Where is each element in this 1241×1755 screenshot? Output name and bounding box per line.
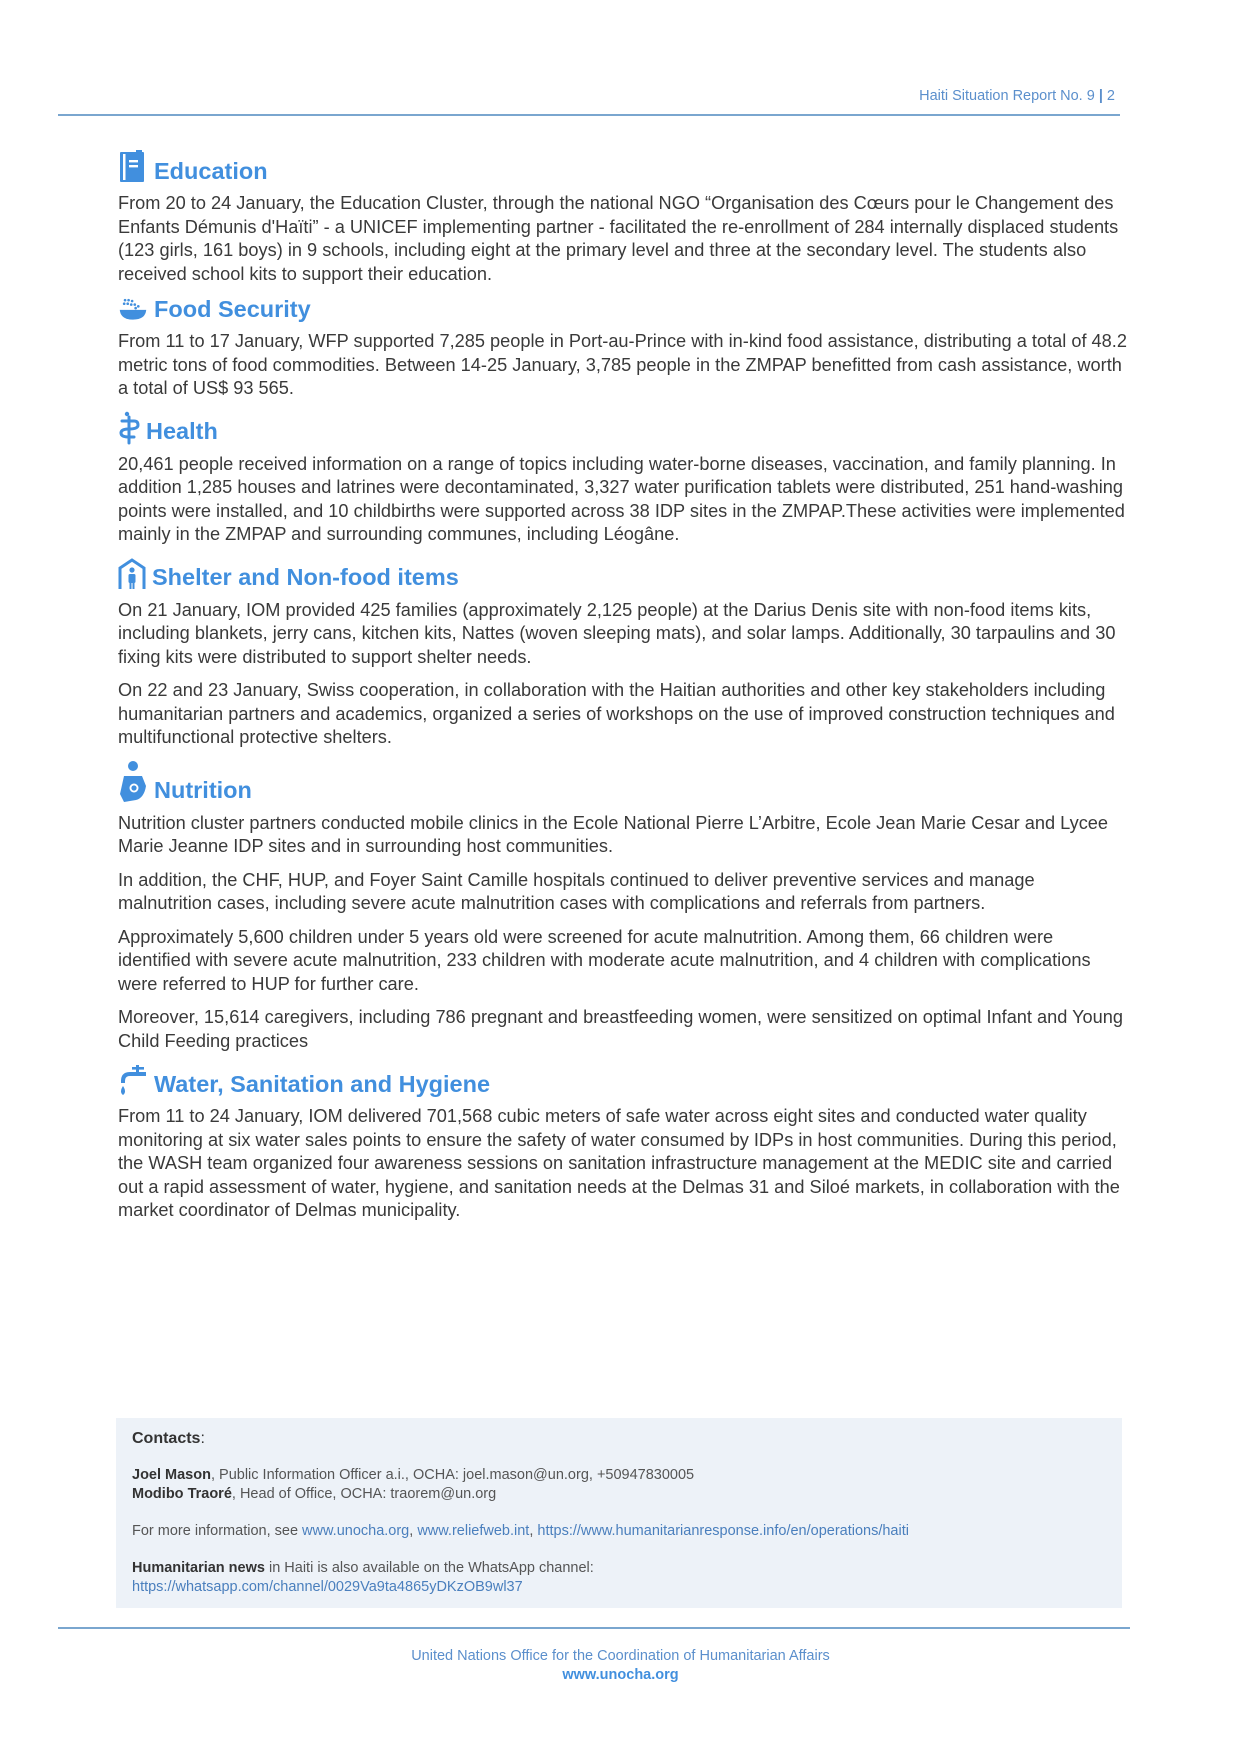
section-health (118, 411, 1128, 547)
education-book-icon (118, 150, 148, 184)
header-separator: | (1098, 88, 1103, 104)
section-title: Shelter and Non-food items (152, 564, 459, 590)
contact-name: Joel Mason (132, 1467, 211, 1483)
section-title: Nutrition (154, 777, 252, 803)
nutrition-breastfeeding-icon (118, 760, 148, 804)
running-header (919, 88, 1115, 104)
report-title: Haiti Situation Report No. 9 (919, 88, 1095, 104)
paragraph: Nutrition cluster partners conducted mobile clinics in the Ecole National Pierre L’Arbitre, Ecole Jean Marie Cesar and Lycee Marie Jeanne IDP sites and in surrounding host communities. (118, 812, 1109, 856)
contact-person (132, 1466, 1106, 1485)
link-reliefweb[interactable]: www.reliefweb.int (417, 1523, 530, 1539)
shelter-person-icon (118, 557, 146, 591)
paragraph: Moreover, 15,614 caregivers, including 786 pregnant and breastfeeding women, were sensitized on optimal Infant and Young Child Feeding practices (118, 1007, 1124, 1051)
contact-person (132, 1485, 1106, 1504)
paragraph: In addition, the CHF, HUP, and Foyer Saint Camille hospitals continued to deliver preventive services and manage malnutrition cases, including severe acute malnutrition cases with complications and referrals from partners. (118, 869, 1035, 913)
footer-rule (58, 1627, 1130, 1629)
contact-details: , Head of Office, OCHA: traorem@un.org (231, 1486, 497, 1502)
contacts-box (116, 1418, 1122, 1608)
link-humanitarianresponse[interactable]: https://www.humanitarianresponse.info/en/operations/haiti (537, 1523, 909, 1539)
section-education (118, 150, 1128, 286)
food-bowl-icon (118, 296, 148, 322)
page-footer (0, 1647, 1241, 1685)
section-food-security (118, 296, 1128, 401)
section-title: Water, Sanitation and Hygiene (154, 1070, 491, 1097)
link-unocha[interactable]: www.unocha.org (302, 1523, 410, 1539)
paragraph: 20,461 people received information on a range of topics including water-borne diseases, vaccination, and family planning. In addition 1,285 houses and latrines were decontaminated, 3,327 water purification tablets were distributed, 251 hand-washing points were installed, and 10 childbirths were supported across 38 IDP sites in the ZMPAP.These activities were implemented mainly in the ZMPAP and surrounding communes, including Léogâne. (118, 453, 1125, 544)
section-title: Health (146, 418, 218, 444)
paragraph: From 11 to 17 January, WFP supported 7,285 people in Port-au-Prince with in-kind food assistance, distributing a total of 48.2 metric tons of food commodities. Between 14-25 January, 3,785 people in the ZMPAP benefitted from cash assistance, worth a total of US$ 93 565. (118, 331, 1127, 398)
footer-url[interactable]: www.unocha.org (562, 1667, 679, 1683)
section-nutrition (118, 760, 1128, 1054)
link-whatsapp-channel[interactable]: https://whatsapp.com/channel/0029Va9ta4865yDKzOB9wl37 (132, 1579, 523, 1595)
page-number: 2 (1106, 88, 1115, 104)
section-wash (118, 1063, 1128, 1223)
section-title: Education (154, 157, 268, 184)
more-info-line: For more information, see www.unocha.org, www.reliefweb.int, https://www.humanitarianresponse.info/en/operations/haiti (132, 1523, 909, 1539)
health-caduceus-icon (118, 411, 140, 445)
paragraph: On 22 and 23 January, Swiss cooperation, in collaboration with the Haitian authorities and other key stakeholders including humanitarian partners and academics, organized a series of workshops on the use of improved construction techniques and multifunctional protective shelters. (118, 680, 1115, 747)
news-line: Humanitarian news in Haiti is also available on the WhatsApp channel: (132, 1560, 594, 1576)
water-tap-icon (118, 1063, 148, 1097)
footer-org: United Nations Office for the Coordination of Humanitarian Affairs (411, 1648, 830, 1664)
contact-details: , Public Information Officer a.i., OCHA: joel.mason@un.org, +50947830005 (210, 1467, 695, 1483)
paragraph: Approximately 5,600 children under 5 years old were screened for acute malnutrition. Among them, 66 children were identified with severe acute malnutrition, 233 children with moderate acute malnutrition, and 4 children with complications were referred to HUP for further care. (118, 926, 1091, 994)
paragraph: From 20 to 24 January, the Education Cluster, through the national NGO “Organisation des Cœurs pour le Changement des Enfants Démunis d'Haïti” - a UNICEF implementing partner - facilitated the re-enrollment of 284 internally displaced students (123 girls, 161 boys) in 9 schools, including eight at the primary level and three at the secondary level. The students also received school kits to support their education. (118, 193, 1119, 284)
paragraph: On 21 January, IOM provided 425 families (approximately 2,125 people) at the Darius Denis site with non-food items kits, including blankets, jerry cans, kitchen kits, Nattes (woven sleeping mats), and solar lamps. Additionally, 30 tarpaulins and 30 fixing kits were distributed to support shelter needs. (118, 599, 1116, 667)
header-rule (58, 114, 1120, 116)
contacts-title: Contacts: (132, 1430, 205, 1447)
paragraph: From 11 to 24 January, IOM delivered 701,568 cubic meters of safe water across eight sites and conducted water quality monitoring at six water sales points to ensure the safety of water consumed by IDPs in host communities. During this period, the WASH team organized four awareness sessions on sanitation infrastructure management at the MEDIC site and carried out a rapid assessment of water, hygiene, and sanitation needs at the Delmas 31 and Siloé markets, in collaboration with the market coordinator of Delmas municipality. (118, 1106, 1120, 1220)
section-shelter (118, 557, 1128, 750)
contact-name: Modibo Traoré (132, 1486, 232, 1502)
section-title: Food Security (154, 295, 311, 322)
report-body (118, 150, 1128, 1233)
